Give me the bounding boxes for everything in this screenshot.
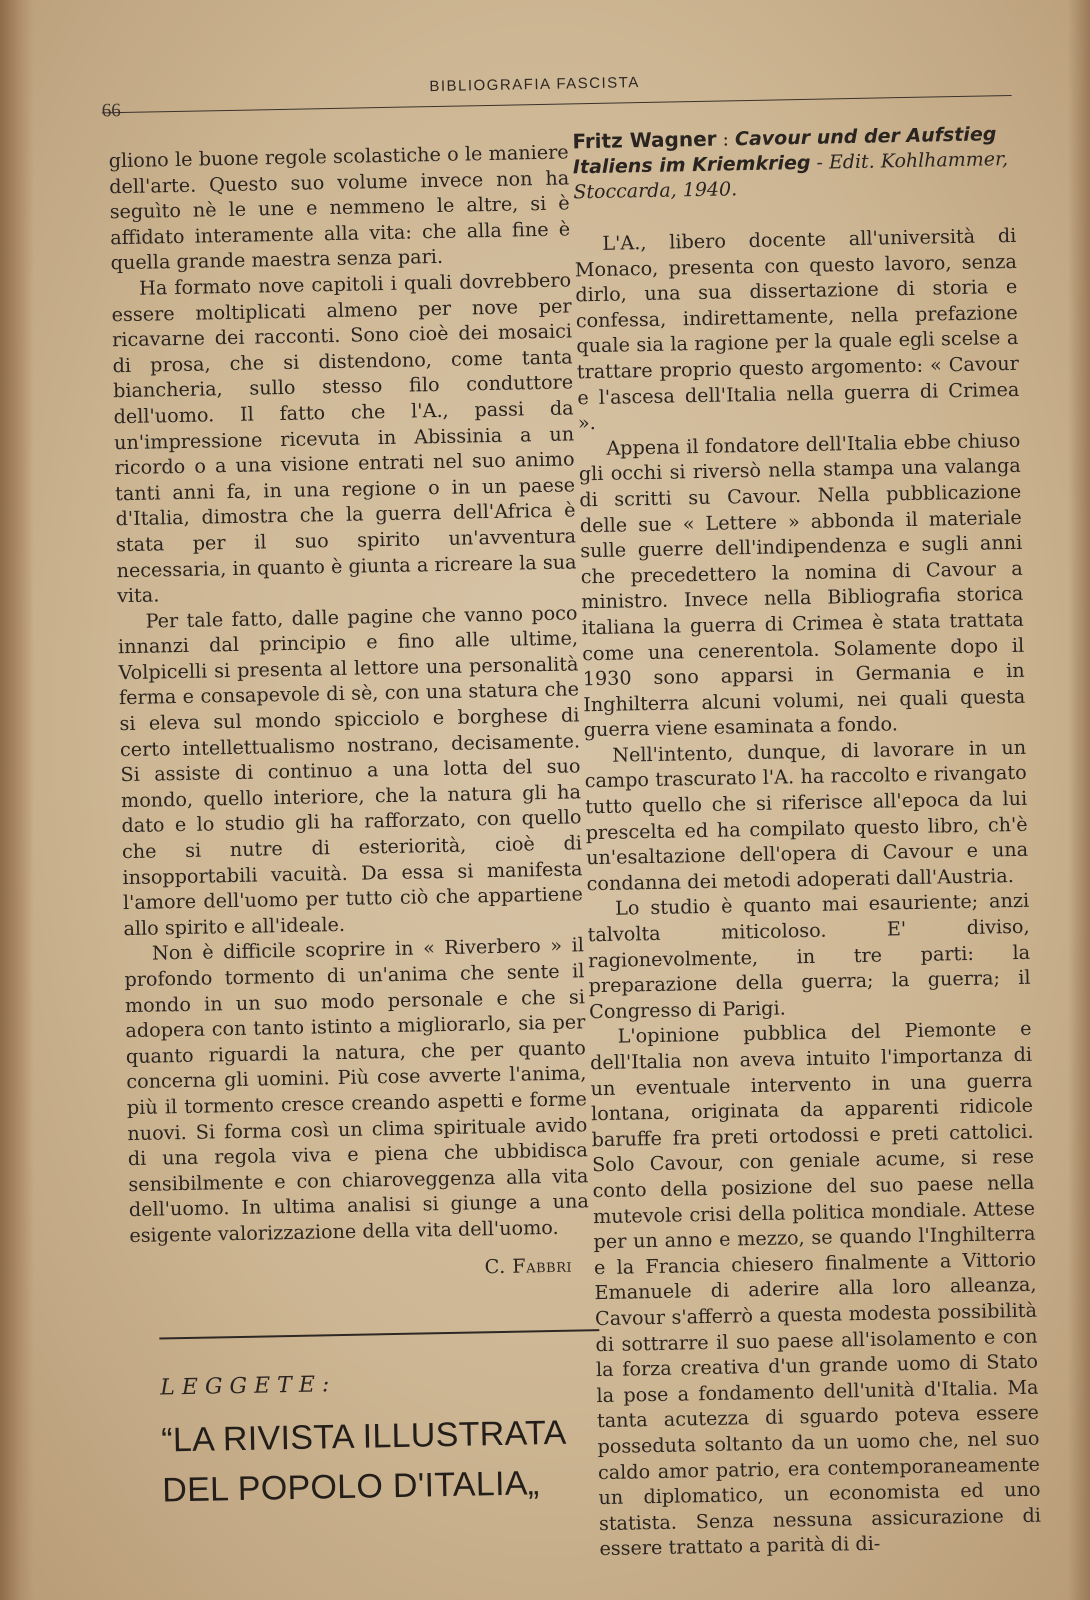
header-rule	[102, 95, 1012, 113]
advertisement-title-line: DEL POPOLO D'ITALIA„	[161, 1463, 540, 1510]
review-publisher: - Edit. Kohlhammer, Stoccarda, 1940.	[573, 148, 1009, 204]
review-book-title: Cavour und der Aufstieg Italiens im Kriemkrieg	[572, 123, 997, 179]
page-number: 66	[101, 100, 121, 122]
review-signature: C. Fabbri	[484, 1253, 573, 1278]
advertisement-title	[161, 1407, 595, 1515]
left-paragraph: Non è difficile scoprire in « Riverbero » il profondo tormento di un'anima che sente il mondo in un suo modo personale e che si adopera con tanto istinto a migliorarlo, sia per quanto riguardi la natura, che per quanto concerna gli uomini. Più cose avverte l'anima, più il tormento cresce creando aspetti e forme nuovi. Si forma così un clima spirituale avido di una regola viva e piena che ubbidisca sensibilmente e con chiaroveggenza alla vita dell'uomo. In ultima analisi si giunge a una esigente valorizzazione della vita dell'uomo.	[124, 933, 590, 1248]
right-paragraph: Appena il fondatore dell'Italia ebbe chiuso gli occhi si riversò nella stampa una valanga di scritti su Cavour. Nella pubblicazione delle sue « Lettere » abbonda il materiale sulle guerre dell'indipendenza e sugli anni che precedettero la nomina di Cavour a ministro. Invece nella Bibliografia storica italiana la guerra di Crimea è stata trattata come una cenerentola. Solamente dopo il 1930 sono apparsi in Germania e in Inghilterra alcuni volumi, nei quali questa guerra viene esaminata a fondo.	[578, 428, 1026, 742]
review-header	[572, 121, 1015, 205]
left-column	[108, 139, 594, 1515]
left-paragraph: Ha formato nove capitoli i quali dovrebbero essere moltiplicati almeno per nove per ricavarne dei racconti. Sono cioè dei mosaici di prosa, che si distendono, come tanta biancheria, sullo stesso filo conduttore dell'uomo. Il fatto che l'A., passi da un'impressione ricevuta in Abissinia a un ricordo o a una visione entrati nel suo animo tanti anni fa, in una regione o in un paese d'Italia, dimostra che la guerra dell'Africa è stata per il suo spirito un'avventura necessaria, in quanto è giunta a ricreare la sua vita.	[111, 268, 577, 608]
section-separator	[159, 1329, 599, 1339]
advertisement-label: LEGGETE:	[160, 1372, 337, 1401]
right-paragraph: L'A., libero docente all'università di Monaco, presenta con questo lavoro, senza dirlo, una sua dissertazione di storia e confessa, indirettamente, nella prefazione quale sia la ragione per la quale egli scelse a trattare proprio questo argomento: « Cavour e l'ascesa dell'Italia nella guerra di Crimea ».	[574, 223, 1020, 435]
right-column	[572, 121, 1041, 1562]
left-paragraph: gliono le buone regole scolastiche o le maniere dell'arte. Questo suo volume invece non ha seguìto nè le une e nemmeno le altre, si è affidato interamente alla vita: che alla fine è quella grande maestra senza pari.	[108, 140, 571, 275]
left-paragraph: Per tale fatto, dalle pagine che vanno poco innanzi dal principio e fino alle ultime, Volpicelli si presenta al lettore una personalità ferma e consapevole di sè, con una statura che si eleva sul mondo spicciolo e borghese di certo intellettualismo nostrano, decisamente. Si assiste di continuo a una lotta del suo mondo, quello interiore, che la natura gli ha dato e lo studio gli ha rafforzato, con quello che si nutre di esteriorità, cioè di insopportabili vacuità. Da essa si manifesta l'amore dell'uomo per tutto ciò che appartiene allo spirito e all'ideale.	[117, 601, 584, 940]
running-title: BIBLIOGRAFIA FASCISTA	[429, 74, 640, 96]
right-paragraph: Lo studio è quanto mai esauriente; anzi talvolta miticoloso. E' diviso, ragionevolmente, in tre parti: la preparazione della guerra; la guerra; il Congresso di Parigi.	[587, 889, 1031, 1024]
right-paragraph: L'opinione pubblica del Piemonte e dell'Italia non aveva intuito l'importanza di un eventuale intervento in una guerra lontana, originata da apparenti ridicole baruffe fra preti ortodossi e preti cattolici. Solo Cavour, con geniale acume, si rese conto della posizione del suo paese nella mutevole crisi della politica mondiale. Attese per un anno e mezzo, se quando l'Inghilterra e la Francia chiesero finalmente a Vittorio Emanuele di aderire alla loro alleanza, Cavour s'afferrò a questa modesta possibilità di sottrarre il suo paese all'isolamento e con la forza creativa d'un grande uomo di Stato la pose a fondamento dell'unità d'Italia. Ma tanta acutezza di sguardo poteva essere posseduta soltanto da un uomo che, nel suo caldo amor patrio, era contemporaneamente un diplomatico, un economista ed uno statista. Senza nessuna assicurazione di essere trattato a parità di di-	[589, 1017, 1042, 1561]
review-header-separator: :	[722, 128, 730, 151]
review-author: Fritz Wagner	[572, 126, 717, 154]
advertisement-title-line: “LA RIVISTA ILLUSTRATA	[160, 1413, 567, 1460]
right-paragraph: Nell'intento, dunque, di lavorare in un campo trascurato l'A. ha raccolto e rivangato tutto quello che si riferisce all'epoca da lui prescelta ed ha compilato questo libro, ch'è un'esaltazione dell'opera di Cavour e una condanna dei metodi adoperati dall'Austria.	[584, 735, 1029, 896]
